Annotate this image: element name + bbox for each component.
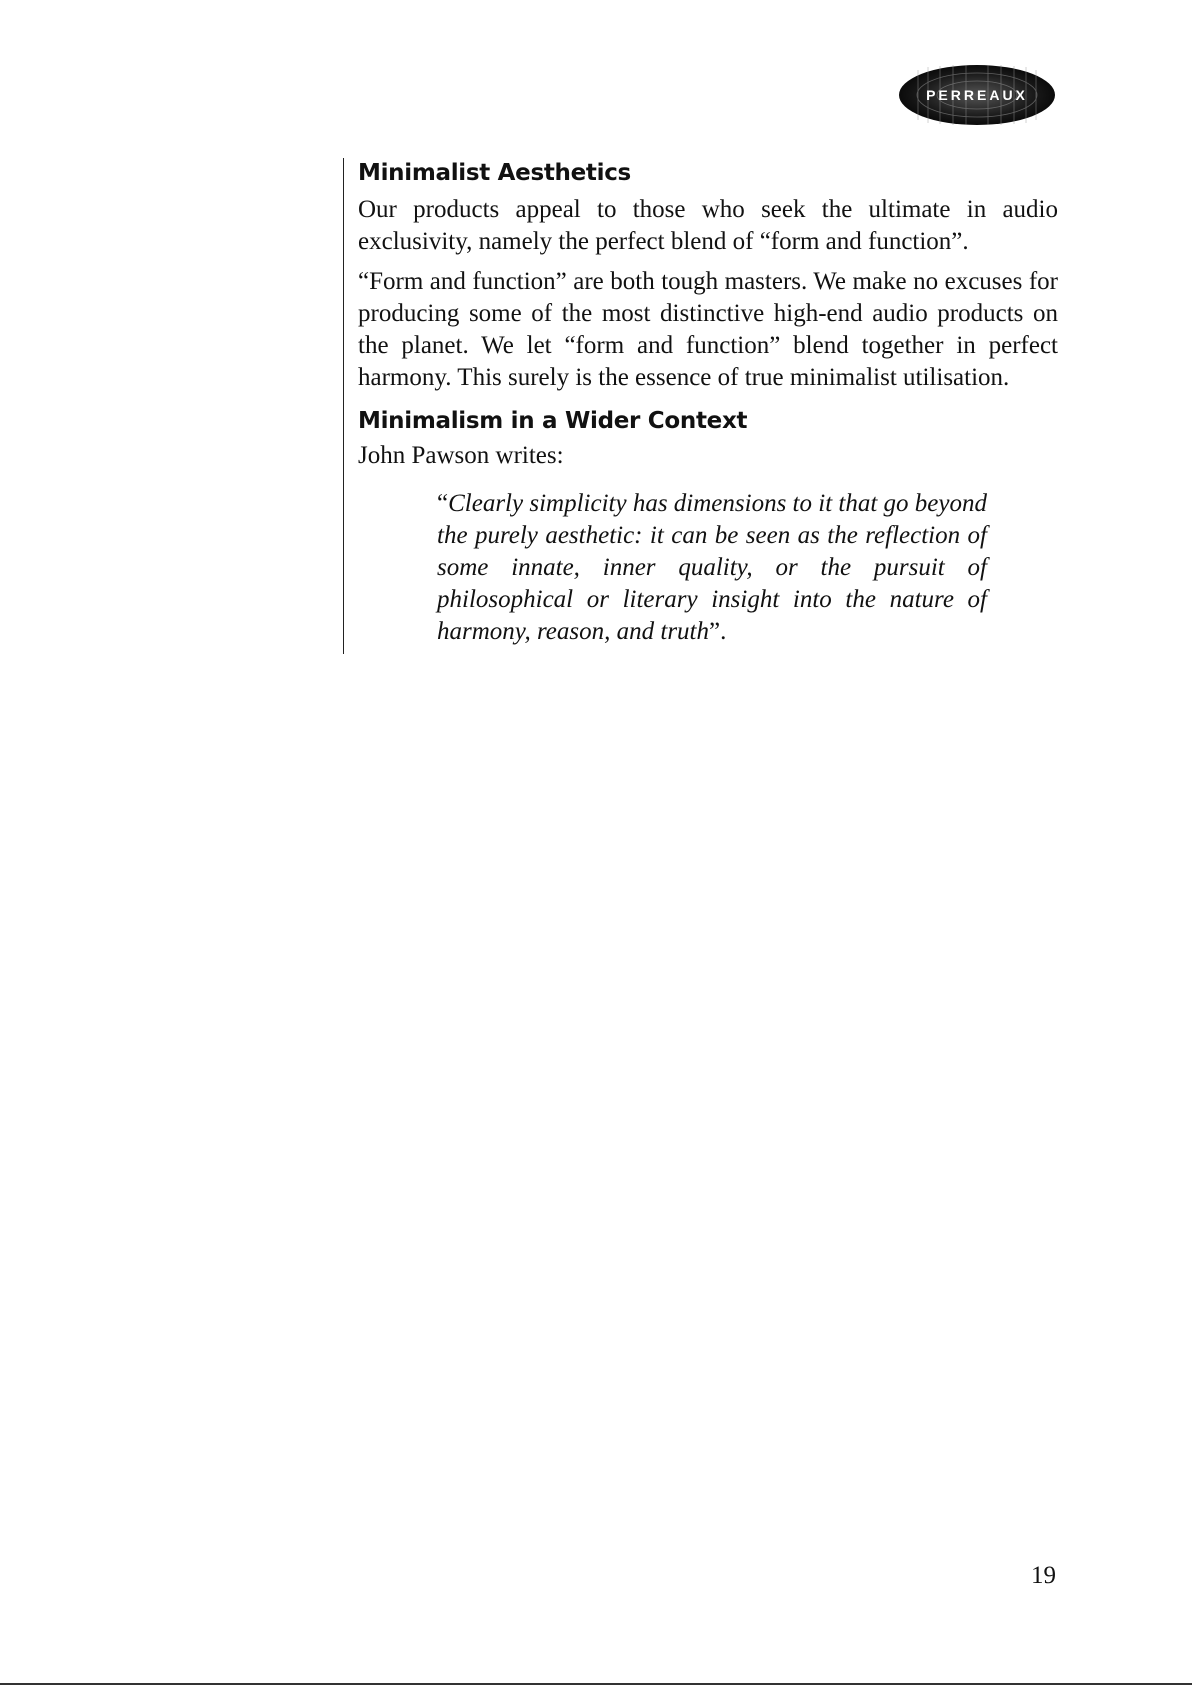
paragraph-1: Our products appeal to those who seek the ultimate in audio exclusivity, namely the perfect blend of “form and function”. xyxy=(358,196,1058,255)
quote-close-mark: ”. xyxy=(709,618,727,645)
section-heading-wider-context: Minimalism in a Wider Context xyxy=(358,408,748,434)
quote-text: Clearly simplicity has dimensions to it that go beyond the purely aesthetic: it can be seen as the reflection of some innate, inner quality, or the pursuit of philosophical or literary insight into the nature of harmony, reason, and truth xyxy=(437,490,987,645)
quote-open-mark: “ xyxy=(437,490,449,517)
section-heading-minimalist-aesthetics: Minimalist Aesthetics xyxy=(358,160,631,186)
pawson-quote xyxy=(437,488,987,648)
main-content xyxy=(343,158,1058,654)
perreaux-logo xyxy=(898,64,1056,126)
quote-intro: John Pawson writes: xyxy=(358,442,564,469)
paragraph-2: “Form and function” are both tough masters. We make no excuses for producing some of the most distinctive high-end audio products on the planet. We let “form and function” blend together in perfect harmony. This surely is the essence of true minimalist utilisation. xyxy=(358,268,1058,391)
page-number: 19 xyxy=(1031,1562,1056,1589)
logo-text: PERREAUX xyxy=(926,87,1028,103)
